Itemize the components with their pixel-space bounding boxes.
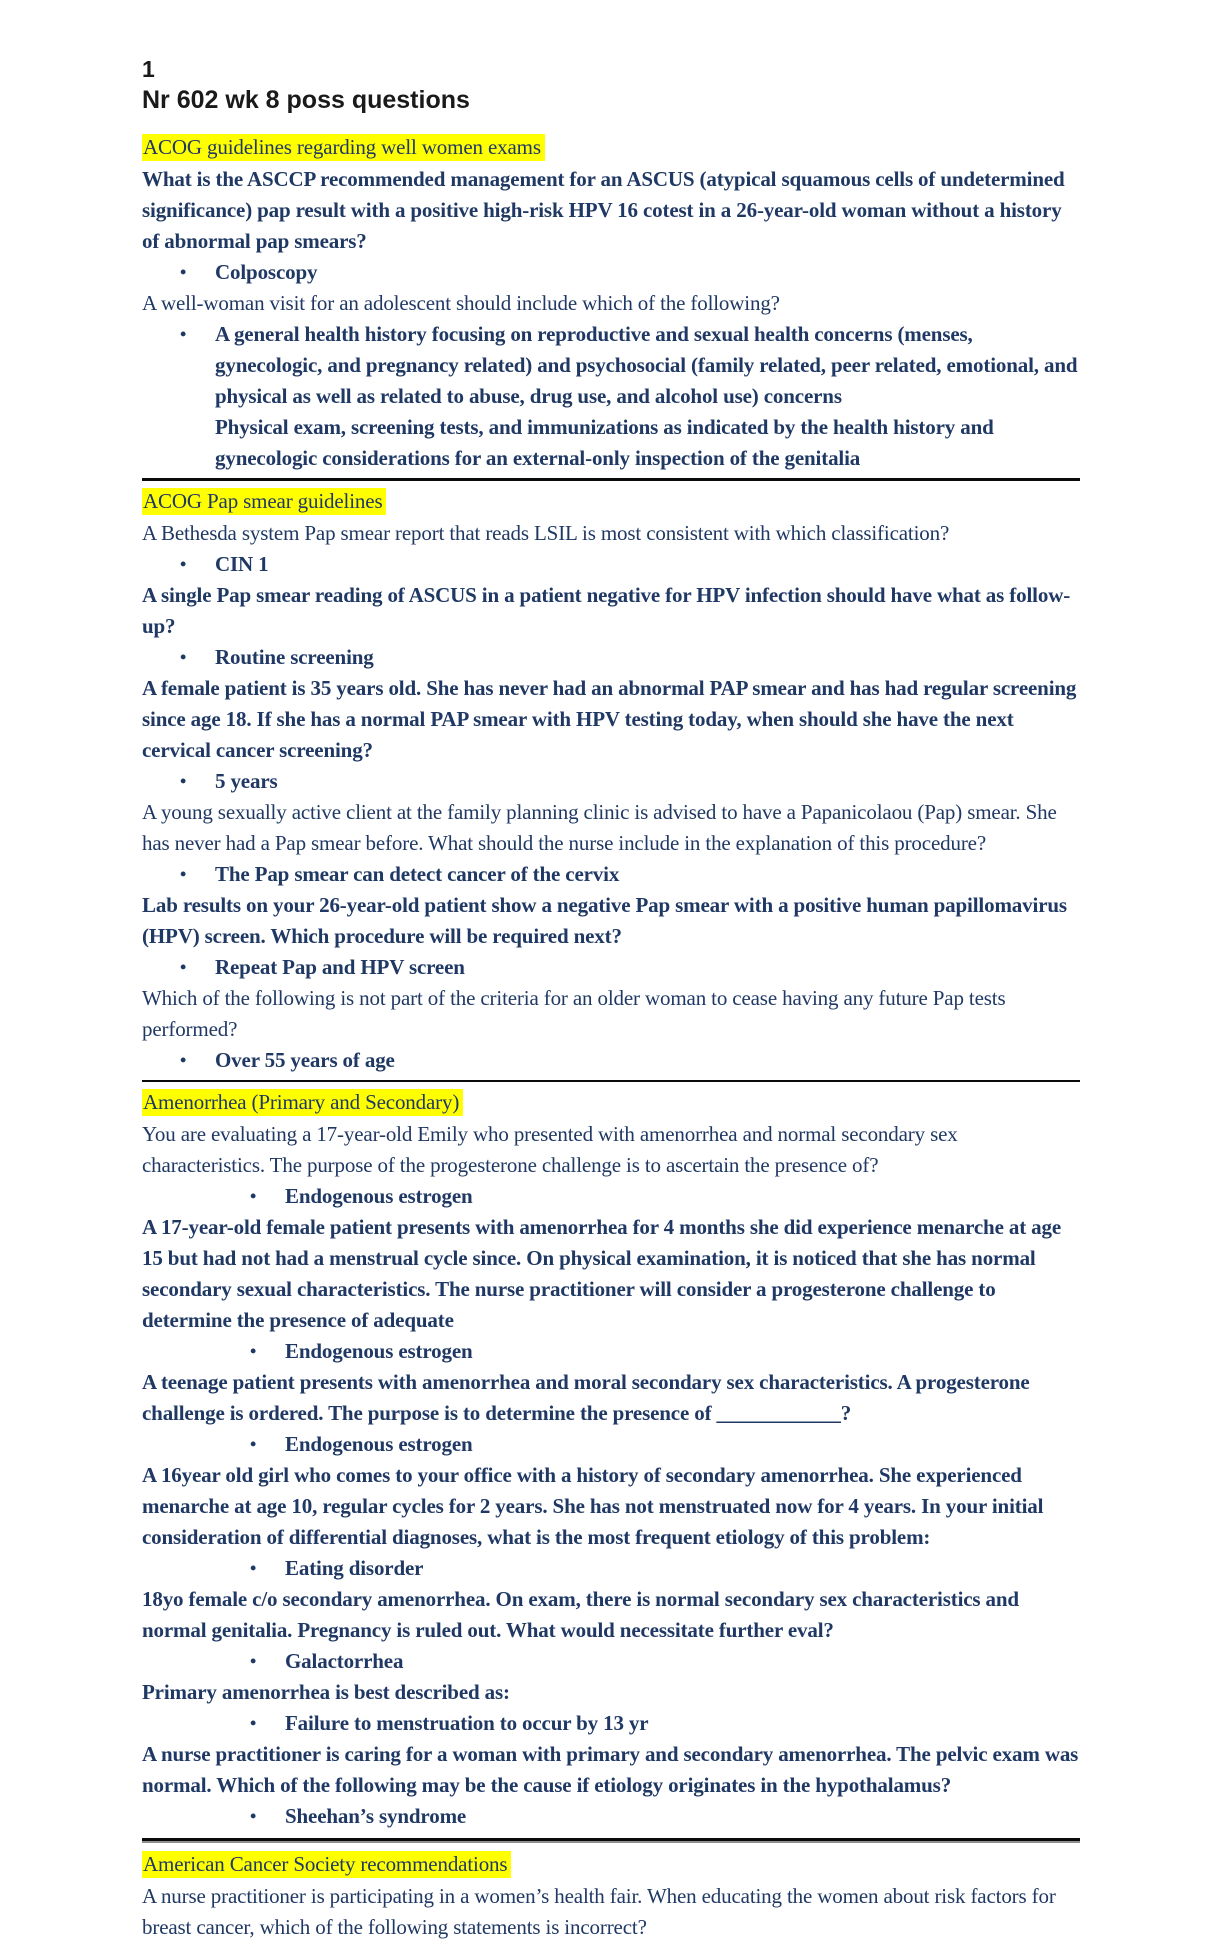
answer-bullet xyxy=(142,642,1080,673)
section-divider xyxy=(142,1838,1080,1843)
section-heading-highlight: ACOG Pap smear guidelines xyxy=(142,488,386,515)
question-text: A nurse practitioner is caring for a woman with primary and secondary amenorrhea. The pelvic exam was normal. Which of the following may be the cause if etiology originates in the hypothalamus? xyxy=(142,1742,1079,1797)
section-heading xyxy=(142,1849,1080,1880)
answer-bullet xyxy=(142,766,1080,797)
answer-text: A general health history focusing on reproductive and sexual health concerns (menses, gynecologic, and pregnancy related) and psychosocial (family related, peer related, emotional, and physical as well as related to abuse, drug use, and alcohol use) concerns xyxy=(215,322,1078,408)
answer-continuation xyxy=(142,412,1080,474)
section-divider xyxy=(142,1080,1080,1082)
answer-bullet xyxy=(142,319,1080,412)
bullet-icon: • xyxy=(250,1341,257,1361)
question-text: A young sexually active client at the family planning clinic is advised to have a Papanicolaou (Pap) smear. She has never had a Pap smear before. What should the nurse include in the explanation of this procedure? xyxy=(142,800,1057,855)
bullet-icon: • xyxy=(180,262,187,282)
answer-text: Endogenous estrogen xyxy=(285,1339,473,1363)
document-body xyxy=(142,132,1080,1943)
answer-text: The Pap smear can detect cancer of the cervix xyxy=(215,862,620,886)
answer-text: Physical exam, screening tests, and immunizations as indicated by the health history and gynecologic considerations for an external-only inspection of the genitalia xyxy=(215,415,994,470)
answer-bullet xyxy=(142,1708,1080,1739)
answer-text: Routine screening xyxy=(215,645,374,669)
question-text: 18yo female c/o secondary amenorrhea. On exam, there is normal secondary sex characteristics and normal genitalia. Pregnancy is ruled out. What would necessitate further eval? xyxy=(142,1587,1019,1642)
bullet-icon: • xyxy=(250,1186,257,1206)
answer-text: Failure to menstruation to occur by 13 yr xyxy=(285,1711,649,1735)
bullet-icon: • xyxy=(180,554,187,574)
bullet-icon: • xyxy=(250,1713,257,1733)
bullet-icon: • xyxy=(250,1558,257,1578)
question-text: You are evaluating a 17-year-old Emily who presented with amenorrhea and normal secondary sex characteristics. The purpose of the progesterone challenge is to ascertain the presence of? xyxy=(142,1122,958,1177)
answer-text: 5 years xyxy=(215,769,278,793)
question-text: A teenage patient presents with amenorrhea and moral secondary sex characteristics. A progesterone challenge is ordered. The purpose is to determine the presence of ____________? xyxy=(142,1370,1030,1425)
question-text: Primary amenorrhea is best described as: xyxy=(142,1680,510,1704)
answer-text: Colposcopy xyxy=(215,260,318,284)
section-heading xyxy=(142,486,1080,517)
answer-text: Endogenous estrogen xyxy=(285,1432,473,1456)
answer-bullet xyxy=(142,1801,1080,1832)
answer-text: CIN 1 xyxy=(215,552,269,576)
question-text: A nurse practitioner is participating in a women’s health fair. When educating the women about risk factors for breast cancer, which of the following statements is incorrect? xyxy=(142,1884,1056,1939)
answer-text: Endogenous estrogen xyxy=(285,1184,473,1208)
bullet-icon: • xyxy=(180,1050,187,1070)
section-heading-highlight: Amenorrhea (Primary and Secondary) xyxy=(142,1089,463,1116)
answer-text: Repeat Pap and HPV screen xyxy=(215,955,465,979)
answer-bullet xyxy=(142,257,1080,288)
answer-bullet xyxy=(142,549,1080,580)
answer-bullet xyxy=(142,1336,1080,1367)
bullet-icon: • xyxy=(180,647,187,667)
question-text: A 16year old girl who comes to your office with a history of secondary amenorrhea. She experienced menarche at age 10, regular cycles for 2 years. She has not menstruated now for 4 years. In your initial consideration of differential diagnoses, what is the most frequent etiology of this problem: xyxy=(142,1463,1044,1549)
question-text: A female patient is 35 years old. She has never had an abnormal PAP smear and has had regular screening since age 18. If she has a normal PAP smear with HPV testing today, when should she have the next cervical cancer screening? xyxy=(142,676,1077,762)
answer-text: Galactorrhea xyxy=(285,1649,404,1673)
section-heading-highlight: ACOG guidelines regarding well women exams xyxy=(142,134,545,161)
section-divider xyxy=(142,478,1080,481)
bullet-icon: • xyxy=(250,1434,257,1454)
answer-bullet xyxy=(142,952,1080,983)
answer-bullet xyxy=(142,859,1080,890)
bullet-icon: • xyxy=(180,771,187,791)
answer-bullet xyxy=(142,1553,1080,1584)
document-title: Nr 602 wk 8 poss questions xyxy=(142,86,470,114)
answer-bullet xyxy=(142,1429,1080,1460)
bullet-icon: • xyxy=(180,864,187,884)
question-text: Which of the following is not part of the criteria for an older woman to cease having any future Pap tests performed? xyxy=(142,986,1006,1041)
question-text: A well-woman visit for an adolescent should include which of the following? xyxy=(142,291,780,315)
bullet-icon: • xyxy=(250,1806,257,1826)
question-text: A single Pap smear reading of ASCUS in a patient negative for HPV infection should have what as follow-up? xyxy=(142,583,1071,638)
answer-text: Over 55 years of age xyxy=(215,1048,395,1072)
bullet-icon: • xyxy=(180,957,187,977)
question-text: A Bethesda system Pap smear report that reads LSIL is most consistent with which classification? xyxy=(142,521,950,545)
answer-bullet xyxy=(142,1181,1080,1212)
answer-bullet xyxy=(142,1045,1080,1076)
answer-text: Sheehan’s syndrome xyxy=(285,1804,467,1828)
answer-text: Eating disorder xyxy=(285,1556,424,1580)
question-text: What is the ASCCP recommended management for an ASCUS (atypical squamous cells of undetermined significance) pap result with a positive high-risk HPV 16 cotest in a 26-year-old woman without a history of abnormal pap smears? xyxy=(142,167,1065,253)
page-number: 1 xyxy=(142,56,155,82)
bullet-icon: • xyxy=(250,1651,257,1671)
answer-bullet xyxy=(142,1646,1080,1677)
question-text: Lab results on your 26-year-old patient show a negative Pap smear with a positive human papillomavirus (HPV) screen. Which procedure will be required next? xyxy=(142,893,1067,948)
question-text: A 17-year-old female patient presents with amenorrhea for 4 months she did experience menarche at age 15 but had not had a menstrual cycle since. On physical examination, it is noticed that she has normal secondary sexual characteristics. The nurse practitioner will consider a progesterone challenge to determine the presence of adequate xyxy=(142,1215,1062,1332)
bullet-icon: • xyxy=(180,324,187,344)
section-heading xyxy=(142,132,1080,163)
section-heading xyxy=(142,1087,1080,1118)
section-heading-highlight: American Cancer Society recommendations xyxy=(142,1851,511,1878)
